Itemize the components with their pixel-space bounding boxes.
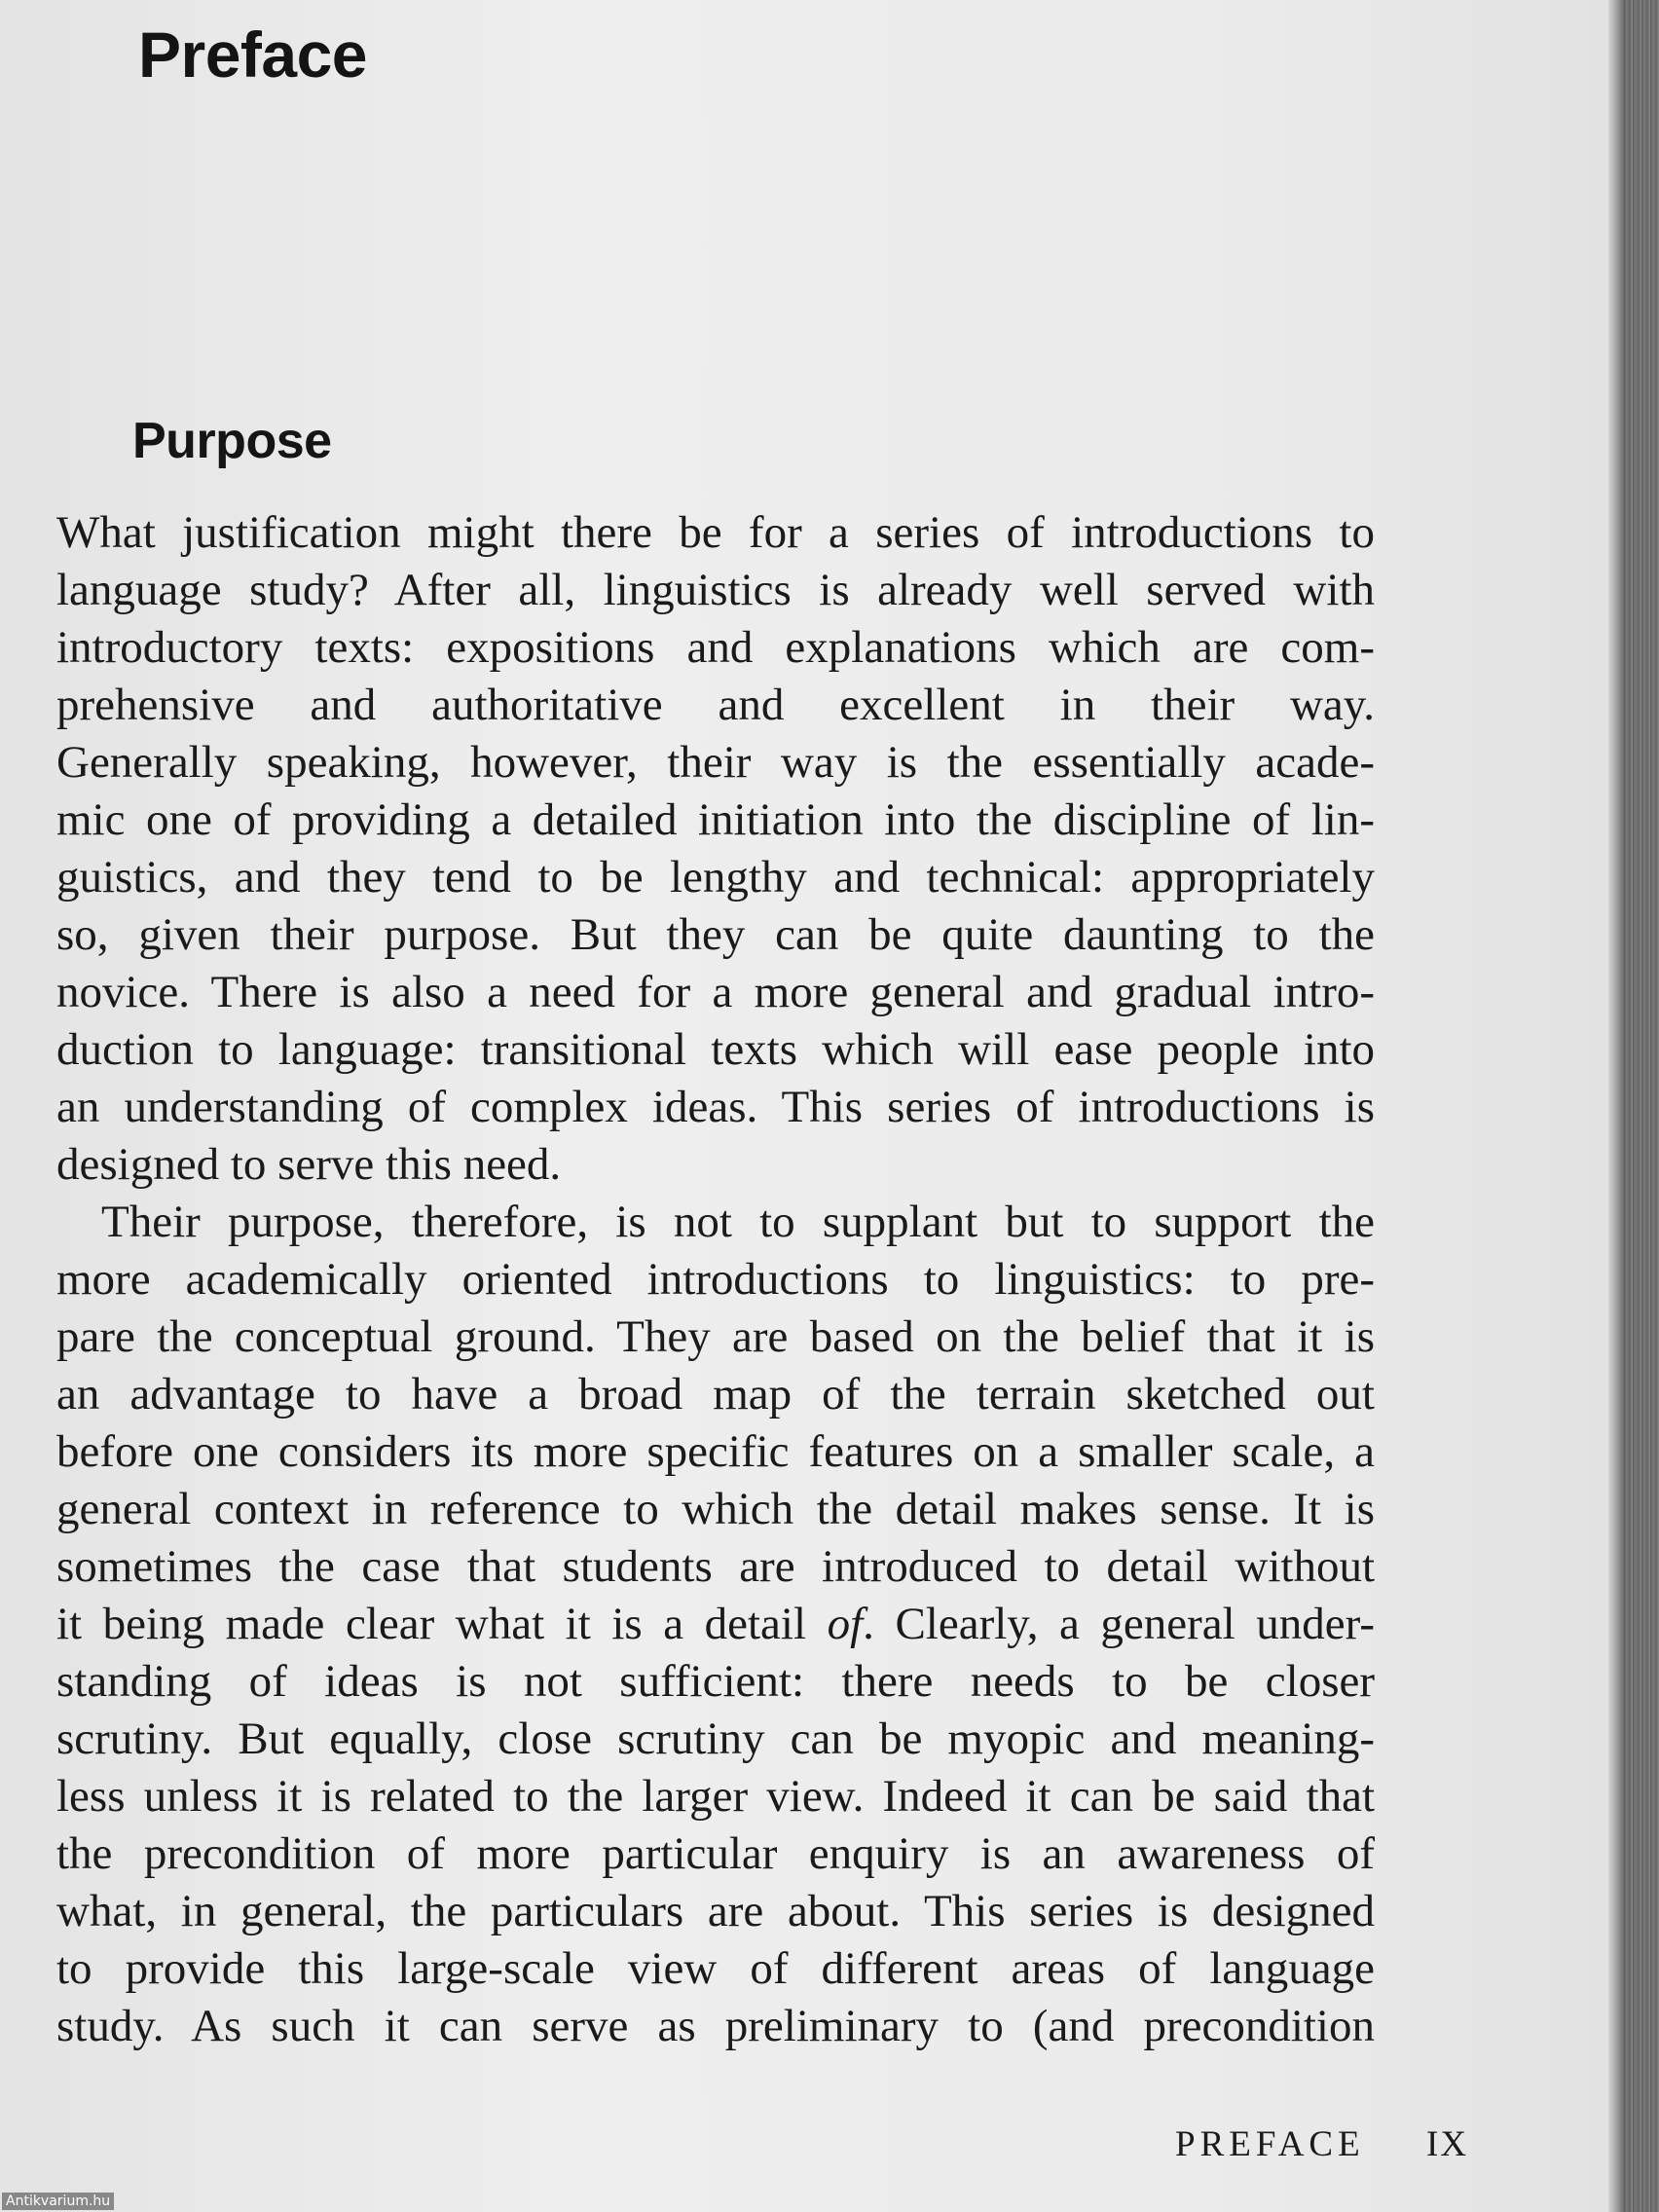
chapter-title: Preface xyxy=(138,18,368,91)
section-title: Purpose xyxy=(132,413,332,469)
page-edge-shadow xyxy=(1608,0,1624,2212)
text-line: an advantage to have a broad map of the terrain sketched out xyxy=(56,1369,1375,1419)
text-line: designed to serve this need. xyxy=(56,1139,562,1190)
page-number: IX xyxy=(1426,2124,1469,2164)
text-line: general context in reference to which the detail makes sense. It is xyxy=(56,1484,1375,1534)
text-line: mic one of providing a detailed initiation into the discipline of lin- xyxy=(56,794,1375,845)
text-line: scrutiny. But equally, close scrutiny can be myopic and meaning- xyxy=(56,1714,1375,1764)
text-line: what, in general, the particulars are about. This series is designed xyxy=(56,1886,1375,1936)
text-line: the precondition of more particular enquiry is an awareness of xyxy=(56,1828,1375,1879)
text-line: sometimes the case that students are introduced to detail without xyxy=(56,1541,1375,1592)
text-line: duction to language: transitional texts which will ease people into xyxy=(56,1024,1375,1075)
text-line: study. As such it can serve as preliminary to (and precondition xyxy=(56,2001,1375,2051)
text-line: so, given their purpose. But they can be quite daunting to the xyxy=(56,909,1375,960)
running-head: PREFACE xyxy=(1175,2124,1365,2164)
text-line: novice. There is also a need for a more general and gradual intro- xyxy=(56,967,1375,1017)
watermark-logo: Antikvarium.hu xyxy=(2,2193,114,2210)
text-line: What justification might there be for a series of introductions to xyxy=(56,507,1375,558)
text-line: introductory texts: expositions and explanations which are com- xyxy=(56,622,1375,673)
text-line: to provide this large-scale view of different areas of language xyxy=(56,1943,1375,1994)
text-line: prehensive and authoritative and excellent in their way. xyxy=(56,680,1375,730)
page-stack-edge xyxy=(1624,0,1659,2212)
text-line: standing of ideas is not sufficient: there needs to be closer xyxy=(56,1656,1375,1707)
text-line: guistics, and they tend to be lengthy and technical: appropriately xyxy=(56,852,1375,903)
text-line: an understanding of complex ideas. This series of introductions is xyxy=(56,1082,1375,1132)
text-line: Generally speaking, however, their way is the essentially acade- xyxy=(56,737,1375,788)
text-line: pare the conceptual ground. They are based on the belief that it is xyxy=(56,1311,1375,1362)
text-line: less unless it is related to the larger view. Indeed it can be said that xyxy=(56,1771,1375,1822)
body-text xyxy=(56,504,1375,2055)
text-line: Their purpose, therefore, is not to supplant but to support the xyxy=(101,1197,1375,1247)
text-line: language study? After all, linguistics is already well served with xyxy=(56,565,1375,615)
text-line: it being made clear what it is a detail of. Clearly, a general under- xyxy=(56,1599,1375,1649)
text-line: before one considers its more specific features on a smaller scale, a xyxy=(56,1426,1375,1477)
text-line: more academically oriented introductions to linguistics: to pre- xyxy=(56,1254,1375,1305)
